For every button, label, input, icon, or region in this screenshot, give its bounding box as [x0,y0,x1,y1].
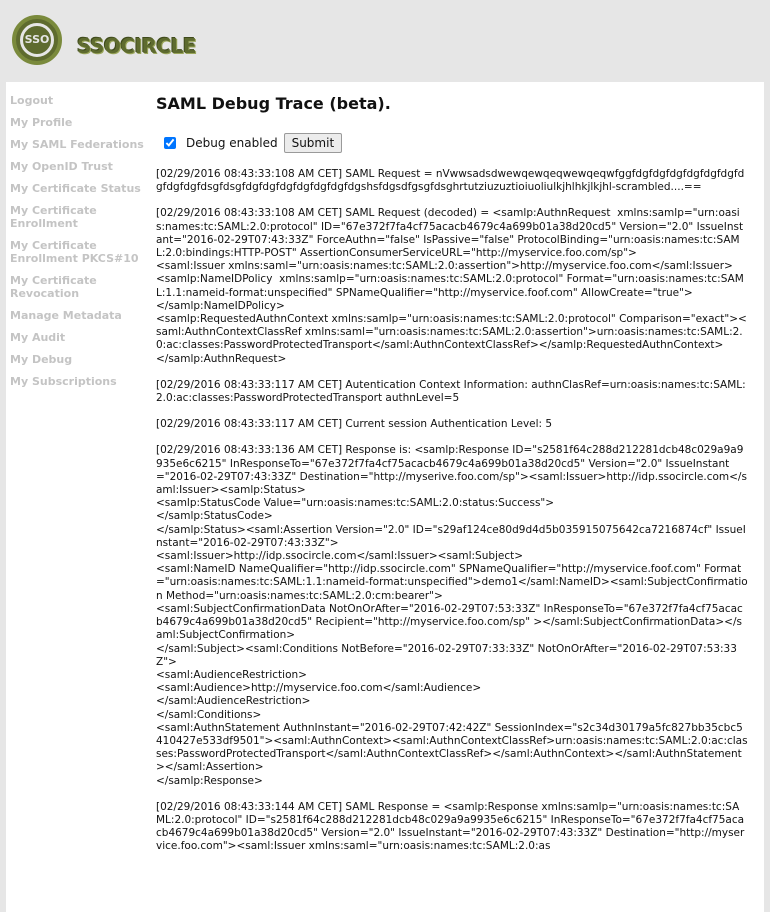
sso-logo-icon[interactable] [12,15,62,65]
header [0,0,770,80]
sidebar [10,94,150,397]
log-entry-authn-context: [02/29/2016 08:43:33:117 AM CET] Autentication Context Information: authnClasRef=urn:oasis:names:tc:SAML:2.0:ac:classes:PasswordProtectedTransport authnLevel=5 [156,378,746,405]
sidebar-item-my-profile[interactable]: My Profile [10,116,73,129]
sidebar-item-my-certificate-status[interactable]: My Certificate Status [10,182,141,195]
submit-button[interactable]: Submit [284,133,343,153]
log-entry-session-level: [02/29/2016 08:43:33:117 AM CET] Current session Authentication Level: 5 [156,418,553,431]
log-entry-saml-request: [02/29/2016 08:43:33:108 AM CET] SAML Request = nVwwsadsdwewqewqeqwewqeqwfggfdgfdgfdgfdgfdgfdgfdgfdgfdgfdsgfdsgfdgfdgfdgfdgfdgfdgfdgshsfdgsdfgsgfdsghrtutziuzuztioiuoliulkjhlhkjlkjhl-scrambled....== [156,168,745,194]
logo-text: SSO [20,23,54,57]
debug-enabled-label: Debug enabled [186,136,278,150]
brand-wordmark[interactable]: SSOCIRCLE [77,34,197,58]
sidebar-item-logout[interactable]: Logout [10,94,54,107]
debug-form [164,132,748,154]
sidebar-item-my-openid-trust[interactable]: My OpenID Trust [10,160,113,173]
page-title: SAML Debug Trace (beta). [156,94,391,113]
sidebar-item-my-certificate-enrollment[interactable]: My Certificate Enrollment [10,204,97,230]
content [156,94,748,867]
sidebar-item-my-audit[interactable]: My Audit [10,331,66,344]
debug-enabled-checkbox[interactable] [164,137,176,149]
log-entry-response: [02/29/2016 08:43:33:136 AM CET] Response is: <samlp:Response ID="s2581f64c288d212281dcb48c029a9a9935e6c6215" InResponseTo="67e372f7fa4cf75acacb4679c4a699b01a38d20cd5" Version="2.0" IssueInstant="2016-02-29T07:43:33Z" Destination="http://myserive.foo.com/sp"><saml:Issuer>http://idp.ssocircle.com</saml:Issuer><samlp:Status> <samlp:StatusCode Value="urn:oasis:names:tc:SAML:2.0:status:Success"> </samlp:StatusCode> </samlp:Status><saml:Assertion Version="2.0" ID="s29af124ce80d9d4d5b035915075642ca7216874cf" IssueInstant="2016-02-29T07:43:33Z"> <saml:Issuer>http://idp.ssocircle.com</saml:Issuer><saml:Subject> <saml:NameID NameQualifier="http://idp.ssocircle.com" SPNameQualifier="http://myservice.foof.com" Format="urn:oasis:names:tc:SAML:1.1:nameid-format:unspecified">demo1</saml:NameID><saml:SubjectConfirmation Method="urn:oasis:names:tc:SAML:2.0:cm:bearer"> <saml:SubjectConfirmationData NotOnOrAfter="2016-02-29T07:53:33Z" InResponseTo="67e372f7fa4cf75acacb4679c4a699b01a38d20cd5" Recipient="http://myservice.foo.com/sp" ></saml:SubjectConfirmationData></saml:SubjectConfirmation> </saml:Subject><saml:Conditions NotBefore="2016-02-29T07:33:33Z" NotOnOrAfter="2016-02-29T07:53:33Z"> <saml:AudienceRestriction> <saml:Audience>http://myservice.foo.com</saml:Audience> </saml:AudienceRestriction> </saml:Conditions> <saml:AuthnStatement AuthnInstant="2016-02-29T07:42:42Z" SessionIndex="s2c34d30179a5fc827bb35cbc5410427e533df9501"><saml:AuthnContext><saml:AuthnContextClassRef>urn:oasis:names:tc:SAML:2.0:ac:classes:PasswordProtectedTransport</saml:AuthnContextClassRef></saml:AuthnContext></saml:AuthnStatement></saml:Assertion> </samlp:Response> [156,444,748,787]
debug-log [156,168,748,854]
log-entry-saml-request-decoded: [02/29/2016 08:43:33:108 AM CET] SAML Request (decoded) = <samlp:AuthnRequest xmlns:samlp="urn:oasis:names:tc:SAML:2.0:protocol" ID="67e372f7fa4cf75acacb4679c4a699b01a38d20cd5" Version="2.0" IssueInstant="2016-02-29T07:43:33Z" ForceAuthn="false" IsPassive="false" ProtocolBinding="urn:oasis:names:tc:SAML:2.0:bindings:HTTP-POST" AssertionConsumerServiceURL="http://myservice.foo.com/sp"> <saml:Issuer xmlns:saml="urn:oasis:names:tc:SAML:2.0:assertion">http://myservice.foo.com</saml:Issuer> <samlp:NameIDPolicy xmlns:samlp="urn:oasis:names:tc:SAML:2.0:protocol" Format="urn:oasis:names:tc:SAML:1.1:nameid-format:unspecified" SPNameQualifier="http://myservice.foof.com" AllowCreate="true"> </samlp:NameIDPolicy> <samlp:RequestedAuthnContext xmlns:samlp="urn:oasis:names:tc:SAML:2.0:protocol" Comparison="exact"><saml:AuthnContextClassRef xmlns:saml="urn:oasis:names:tc:SAML:2.0:assertion">urn:oasis:names:tc:SAML:2.0:ac:classes:PasswordProtectedTransport</saml:AuthnContextClassRef></samlp:RequestedAuthnContext> </samlp:AuthnRequest> [156,207,747,365]
log-entry-saml-response: [02/29/2016 08:43:33:144 AM CET] SAML Response = <samlp:Response xmlns:samlp="urn:oasis:names:tc:SAML:2.0:protocol" ID="s2581f64c288d212281dcb48c029a9a9935e6c6215" InResponseTo="67e372f7fa4cf75acacb4679c4a699b01a38d20cd5" Version="2.0" IssueInstant="2016-02-29T07:43:33Z" Destination="http://myservice.foo.com"><saml:Issuer xmlns:saml="urn:oasis:names:tc:SAML:2.0:as [156,800,745,853]
sidebar-item-my-debug[interactable]: My Debug [10,353,73,366]
sidebar-item-my-certificate-enrollment-pkcs10[interactable]: My Certificate Enrollment PKCS#10 [10,239,139,265]
sidebar-item-my-certificate-revocation[interactable]: My Certificate Revocation [10,274,97,300]
sidebar-item-my-subscriptions[interactable]: My Subscriptions [10,375,117,388]
sidebar-item-manage-metadata[interactable]: Manage Metadata [10,309,122,322]
main-panel [6,82,764,912]
sidebar-item-my-saml-federations[interactable]: My SAML Federations [10,138,144,151]
